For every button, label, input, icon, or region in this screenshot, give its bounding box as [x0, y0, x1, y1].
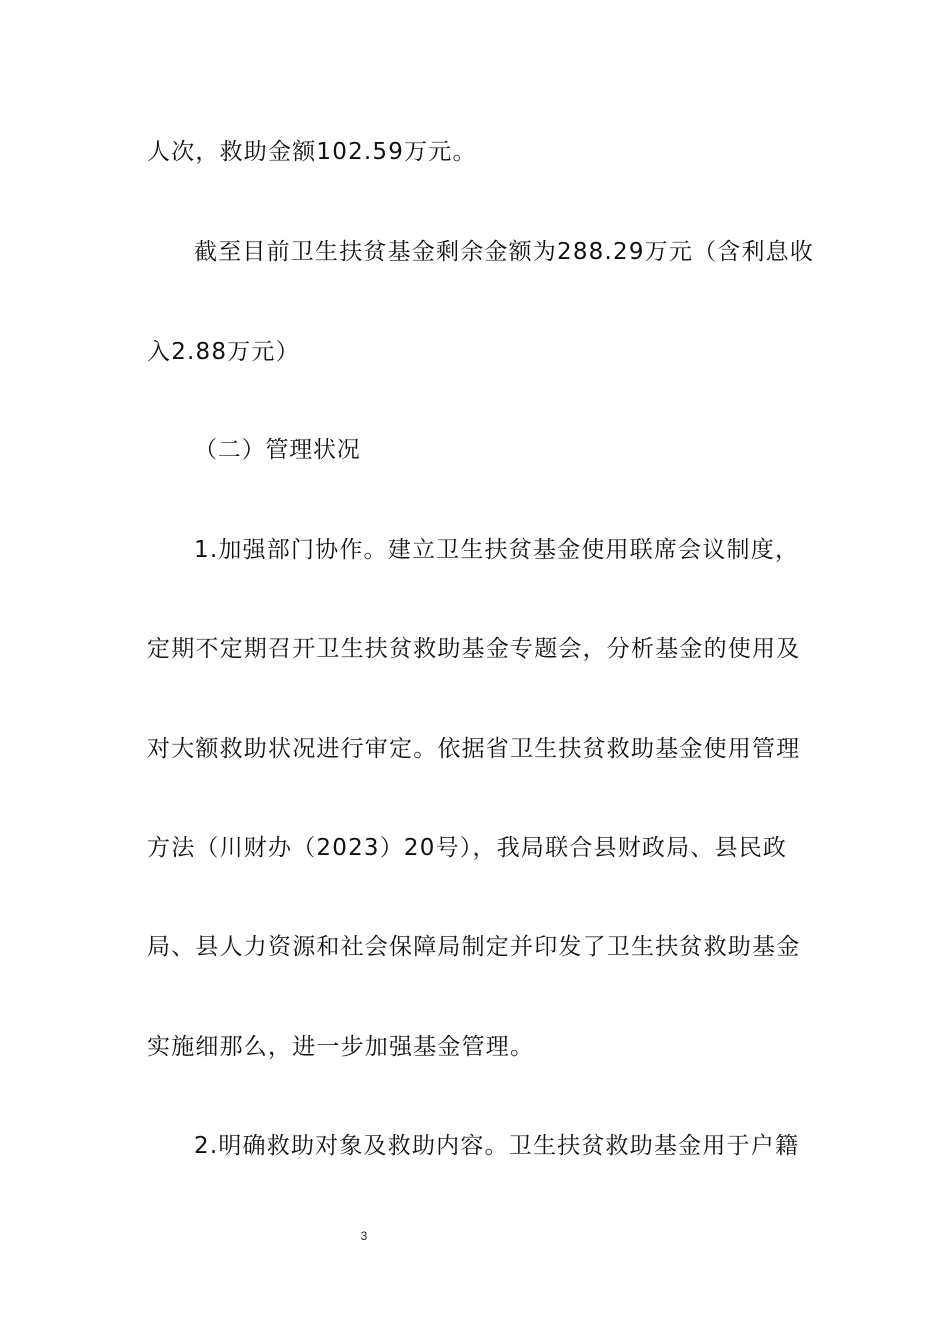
paragraph-line: 2.明确救助对象及救助内容。卫生扶贫救助基金用于户籍 — [194, 1133, 800, 1159]
paragraph-line: 人次，救助金额102.59万元。 — [147, 139, 477, 165]
paragraph-line: 对大额救助状况进行审定。依据省卫生扶贫救助基金使用管理 — [147, 736, 801, 762]
paragraph-line: 局、县人力资源和社会保障局制定并印发了卫生扶贫救助基金 — [147, 934, 801, 960]
paragraph-line: 入2.88万元） — [147, 339, 300, 365]
paragraph-line: 定期不定期召开卫生扶贫救助基金专题会，分析基金的使用及 — [147, 636, 801, 662]
section-heading: （二）管理状况 — [194, 437, 361, 463]
paragraph-line: 1.加强部门协作。建立卫生扶贫基金使用联席会议制度， — [194, 537, 800, 563]
page-number: 3 — [360, 1229, 368, 1243]
paragraph-line: 方法（川财办（2023）20号），我局联合县财政局、县民政 — [147, 835, 788, 861]
paragraph-line: 截至目前卫生扶贫基金剩余金额为288.29万元（含利息收 — [194, 239, 815, 265]
paragraph-line: 实施细那么，进一步加强基金管理。 — [147, 1034, 535, 1060]
